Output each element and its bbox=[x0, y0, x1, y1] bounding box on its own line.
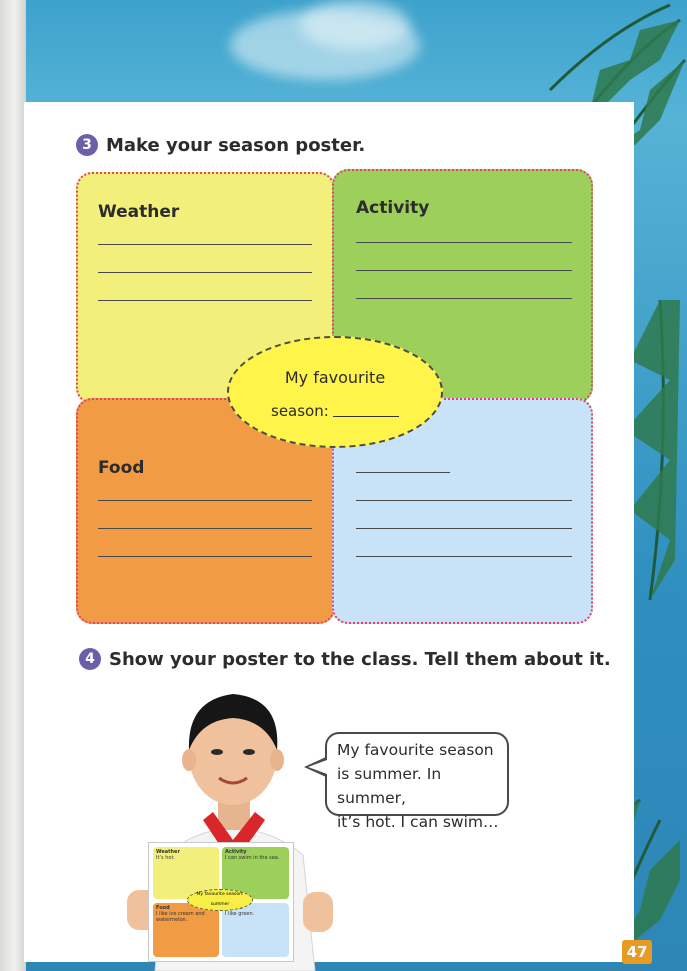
fourth-answer-line[interactable] bbox=[356, 500, 572, 501]
speech-line-1: My favourite season bbox=[337, 741, 494, 759]
season-answer-line[interactable] bbox=[333, 416, 399, 417]
mini-food-title: Food bbox=[156, 905, 170, 911]
activity-answer-line[interactable] bbox=[356, 270, 572, 271]
mini-activity-text: I can swim in the sea. bbox=[225, 855, 280, 861]
section-4-instruction: Show your poster to the class. Tell them about it. bbox=[109, 648, 611, 670]
mini-weather-text: It’s hot. bbox=[156, 855, 175, 861]
oval-text-line2: season: bbox=[271, 402, 329, 420]
example-poster bbox=[148, 842, 294, 962]
mini-activity-title: Activity bbox=[225, 849, 247, 855]
section-number-badge: 4 bbox=[79, 648, 101, 670]
fourth-answer-line[interactable] bbox=[356, 528, 572, 529]
section-number-badge: 3 bbox=[76, 134, 98, 156]
mini-food-panel bbox=[153, 903, 219, 957]
food-answer-line[interactable] bbox=[98, 500, 312, 501]
mini-food-text: I like ice cream and watermelon. bbox=[156, 911, 205, 923]
speech-line-3: it’s hot. I can swim… bbox=[337, 813, 499, 831]
weather-answer-line[interactable] bbox=[98, 244, 312, 245]
page-number: 47 bbox=[622, 940, 652, 964]
mini-center-oval: My favourite season: summer bbox=[187, 889, 253, 911]
weather-answer-line[interactable] bbox=[98, 300, 312, 301]
speech-line-2: is summer. In summer, bbox=[337, 765, 442, 807]
speech-bubble-tail-inner bbox=[308, 760, 327, 774]
fourth-answer-line[interactable] bbox=[356, 556, 572, 557]
oval-text-line1: My favourite bbox=[284, 368, 386, 387]
activity-title: Activity bbox=[356, 198, 430, 218]
food-answer-line[interactable] bbox=[98, 556, 312, 557]
weather-title: Weather bbox=[98, 202, 180, 222]
section-3-heading bbox=[76, 134, 365, 156]
mini-colour-panel bbox=[222, 903, 289, 957]
favourite-season-oval bbox=[227, 336, 443, 448]
speech-bubble bbox=[325, 732, 509, 831]
weather-answer-line[interactable] bbox=[98, 272, 312, 273]
book-binding bbox=[0, 0, 26, 971]
mini-colour-text: I like green. bbox=[225, 911, 255, 917]
fourth-title-line[interactable] bbox=[356, 472, 450, 473]
activity-answer-line[interactable] bbox=[356, 242, 572, 243]
food-answer-line[interactable] bbox=[98, 528, 312, 529]
cloud bbox=[300, 0, 410, 50]
food-title: Food bbox=[98, 458, 145, 478]
mini-weather-title: Weather bbox=[156, 849, 180, 855]
activity-answer-line[interactable] bbox=[356, 298, 572, 299]
section-4-heading bbox=[79, 648, 611, 670]
section-3-instruction: Make your season poster. bbox=[106, 134, 366, 156]
